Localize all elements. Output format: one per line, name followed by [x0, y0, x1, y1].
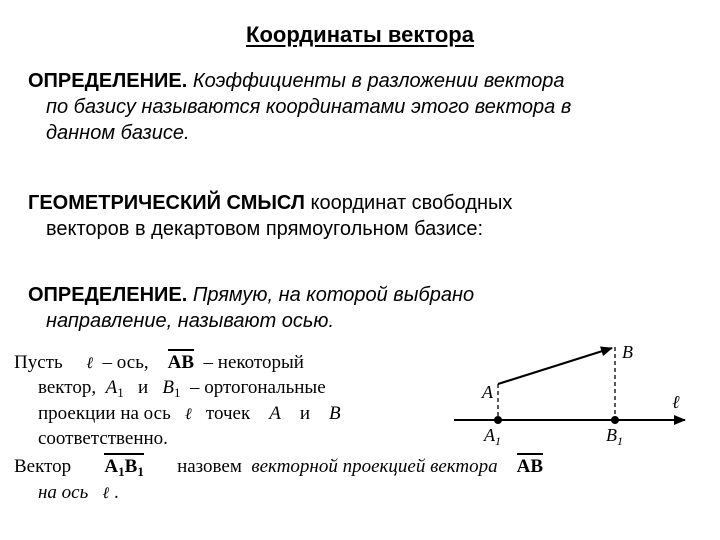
let-statement-line1 — [14, 352, 304, 375]
axis-symbol: ℓ — [185, 406, 192, 423]
point-a1: A — [105, 377, 118, 398]
let-statement-line2 — [38, 377, 326, 404]
text-fragment: . — [113, 482, 119, 503]
point-a1-dot — [494, 416, 502, 424]
label-axis: ℓ — [672, 392, 680, 412]
subscript: 1 — [117, 385, 124, 400]
text-fragment: вектор, — [38, 377, 97, 398]
let-statement-line3 — [38, 403, 341, 426]
text-fragment: векторной проекцией вектора — [251, 456, 498, 477]
text-fragment: Пусть — [14, 352, 63, 373]
vector-projection-line2 — [38, 482, 119, 505]
geometric-meaning-line1: координат свободных — [310, 192, 513, 214]
geometric-meaning-label: ГЕОМЕТРИЧЕСКИЙ СМЫСЛ — [28, 192, 305, 214]
vector-ab-arrow — [498, 348, 612, 384]
definition-label: ОПРЕДЕЛЕНИЕ. — [28, 70, 188, 92]
page-title: Координаты вектора — [246, 22, 474, 47]
definition-vector-coordinates — [28, 68, 708, 146]
vector-a1b1 — [104, 456, 143, 483]
subscript: 1 — [137, 464, 144, 479]
subscript: 1 — [173, 385, 181, 400]
projection-diagram — [440, 340, 700, 450]
vector-ab: AB — [516, 456, 544, 477]
point-b: B — [328, 403, 341, 424]
text-fragment: и — [137, 377, 149, 398]
text-fragment: точек — [205, 403, 251, 424]
point-b1: B — [162, 377, 174, 398]
label-b1 — [606, 425, 623, 448]
definition-text-line1: Коэффициенты в разложении вектора — [192, 70, 565, 92]
definition-axis — [28, 282, 708, 334]
text-fragment: назовем — [177, 456, 242, 477]
definition-axis-line1: Прямую, на которой выбрано — [192, 284, 475, 306]
label-a1 — [483, 425, 501, 448]
vector-ab: AB — [167, 352, 195, 373]
label-subscript: 1 — [495, 434, 501, 448]
text-fragment: – некоторый — [203, 352, 304, 373]
label-letter: A — [484, 425, 495, 445]
geometric-meaning — [28, 190, 708, 242]
definition-text-line3: данном базисе. — [46, 122, 190, 144]
point-b1-dot — [611, 416, 619, 424]
subscript: 1 — [118, 464, 125, 479]
text-fragment: Вектор — [14, 456, 72, 477]
label-letter: B — [606, 425, 617, 445]
definition-axis-label: ОПРЕДЕЛЕНИЕ. — [28, 284, 188, 306]
label-b: B — [622, 342, 633, 362]
text-fragment: проекции на ось — [38, 403, 171, 424]
definition-text-line2: по базису называются координатами этого вектора в — [46, 96, 572, 118]
let-statement-line4: соответственно. — [38, 428, 168, 449]
text-fragment: на ось — [38, 482, 89, 503]
vec-letter: B — [124, 456, 138, 477]
vector-projection-line1 — [14, 456, 543, 483]
axis-symbol: ℓ — [86, 355, 94, 372]
text-fragment: и — [299, 403, 310, 424]
label-a: A — [482, 382, 493, 402]
axis-symbol: ℓ — [102, 485, 110, 502]
point-a: A — [269, 403, 281, 424]
geometric-meaning-line2: векторов в декартовом прямоугольном базисе: — [46, 218, 484, 240]
text-fragment: – ось, — [102, 352, 149, 373]
label-subscript: 1 — [617, 434, 623, 448]
text-fragment: – ортогональные — [189, 377, 326, 398]
definition-axis-line2: направление, называют осью. — [46, 310, 335, 332]
vec-letter: A — [104, 456, 119, 477]
